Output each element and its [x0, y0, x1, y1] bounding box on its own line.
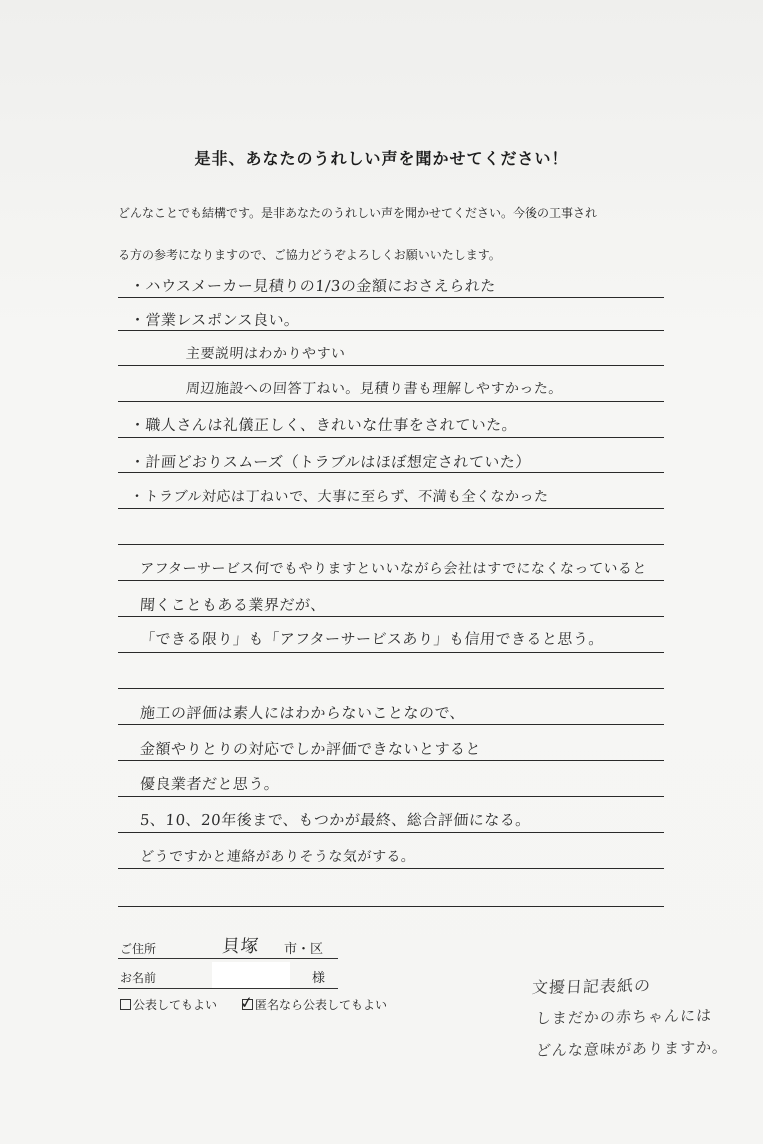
rule-line [118, 297, 664, 298]
checkmark-icon: ✓ [238, 992, 255, 1013]
rule-line [118, 437, 664, 438]
comment-line: ・トラブル対応は丁ねいで、大事に至らず、不満も全くなかった [129, 489, 550, 505]
name-redaction [212, 962, 290, 988]
comment-line: 主要説明はわかりやすい [185, 346, 346, 362]
option-public-label: 公表してもよい [133, 998, 218, 1012]
address-underline [118, 958, 338, 959]
intro-line-1: どんなことでも結構です。是非あなたのうれしい声を聞かせてください。今後の工事され [118, 206, 598, 220]
address-label: ご住所 [120, 942, 157, 956]
comment-line: 金額やりとりの対応でしか評価できないとすると [139, 740, 482, 758]
rule-line [118, 544, 664, 545]
rule-line [118, 616, 664, 617]
comment-line: 施工の評価は素人にはわからないことなので、 [139, 704, 466, 722]
rule-line [118, 760, 664, 761]
rule-line [118, 868, 664, 869]
rule-line [118, 724, 664, 725]
checkbox-icon[interactable] [120, 999, 131, 1010]
note-line: しまだかの赤ちゃんには [535, 1006, 713, 1028]
address-value: 貝塚 [221, 936, 260, 957]
note-line: 文擾日記表紙の [531, 975, 652, 998]
comment-line: 周辺施設への回答丁ねい。見積り書も理解しやすかった。 [185, 381, 564, 397]
rule-line [118, 832, 664, 833]
rule-line [118, 401, 664, 402]
rule-line [118, 330, 664, 331]
note-line: どんな意味がありますか。 [535, 1038, 729, 1060]
comment-line: 聞くこともある業界だが、 [139, 596, 327, 614]
comment-line: 優良業者だと思う。 [139, 775, 281, 793]
option-anonymous-label: 匿名なら公表してもよい [255, 998, 388, 1012]
comment-line: 5、10、20年後まで、もつかが最終、総合評価になる。 [139, 811, 532, 829]
comment-line: アフターサービス何でもやりますといいながら会社はすでになくなっていると [139, 561, 648, 577]
page-title: 是非、あなたのうれしい声を聞かせてください！ [194, 149, 569, 168]
rule-line [118, 796, 664, 797]
comment-line: ・営業レスポンス良い。 [129, 311, 301, 329]
comment-line: 「できる限り」も「アフターサービスあり」も信用できると思う。 [139, 630, 605, 648]
name-suffix: 様 [312, 971, 326, 986]
rule-line [118, 508, 664, 509]
option-anonymous[interactable] [242, 996, 387, 1013]
option-public[interactable] [120, 996, 217, 1013]
rule-line [118, 580, 664, 581]
rule-line [118, 365, 664, 366]
rule-line [118, 906, 664, 907]
address-suffix: 市・区 [284, 942, 324, 957]
comment-line: ・計画どおりスムーズ（トラブルはほぼ想定されていた） [129, 453, 532, 471]
rule-line [118, 472, 664, 473]
comment-line: ・職人さんは礼儀正しく、きれいな仕事をされていた。 [129, 416, 518, 434]
rule-line [118, 652, 664, 653]
comment-line: どうですかと連絡がありそうな気がする。 [139, 849, 416, 865]
comment-line: ・ハウスメーカー見積りの1/3の金額におさえられた [129, 277, 497, 295]
name-label: お名前 [120, 971, 157, 985]
name-underline [118, 988, 338, 989]
rule-line [118, 688, 664, 689]
intro-line-2: る方の参考になりますので、ご協力どうぞよろしくお願いいたします。 [118, 248, 501, 262]
